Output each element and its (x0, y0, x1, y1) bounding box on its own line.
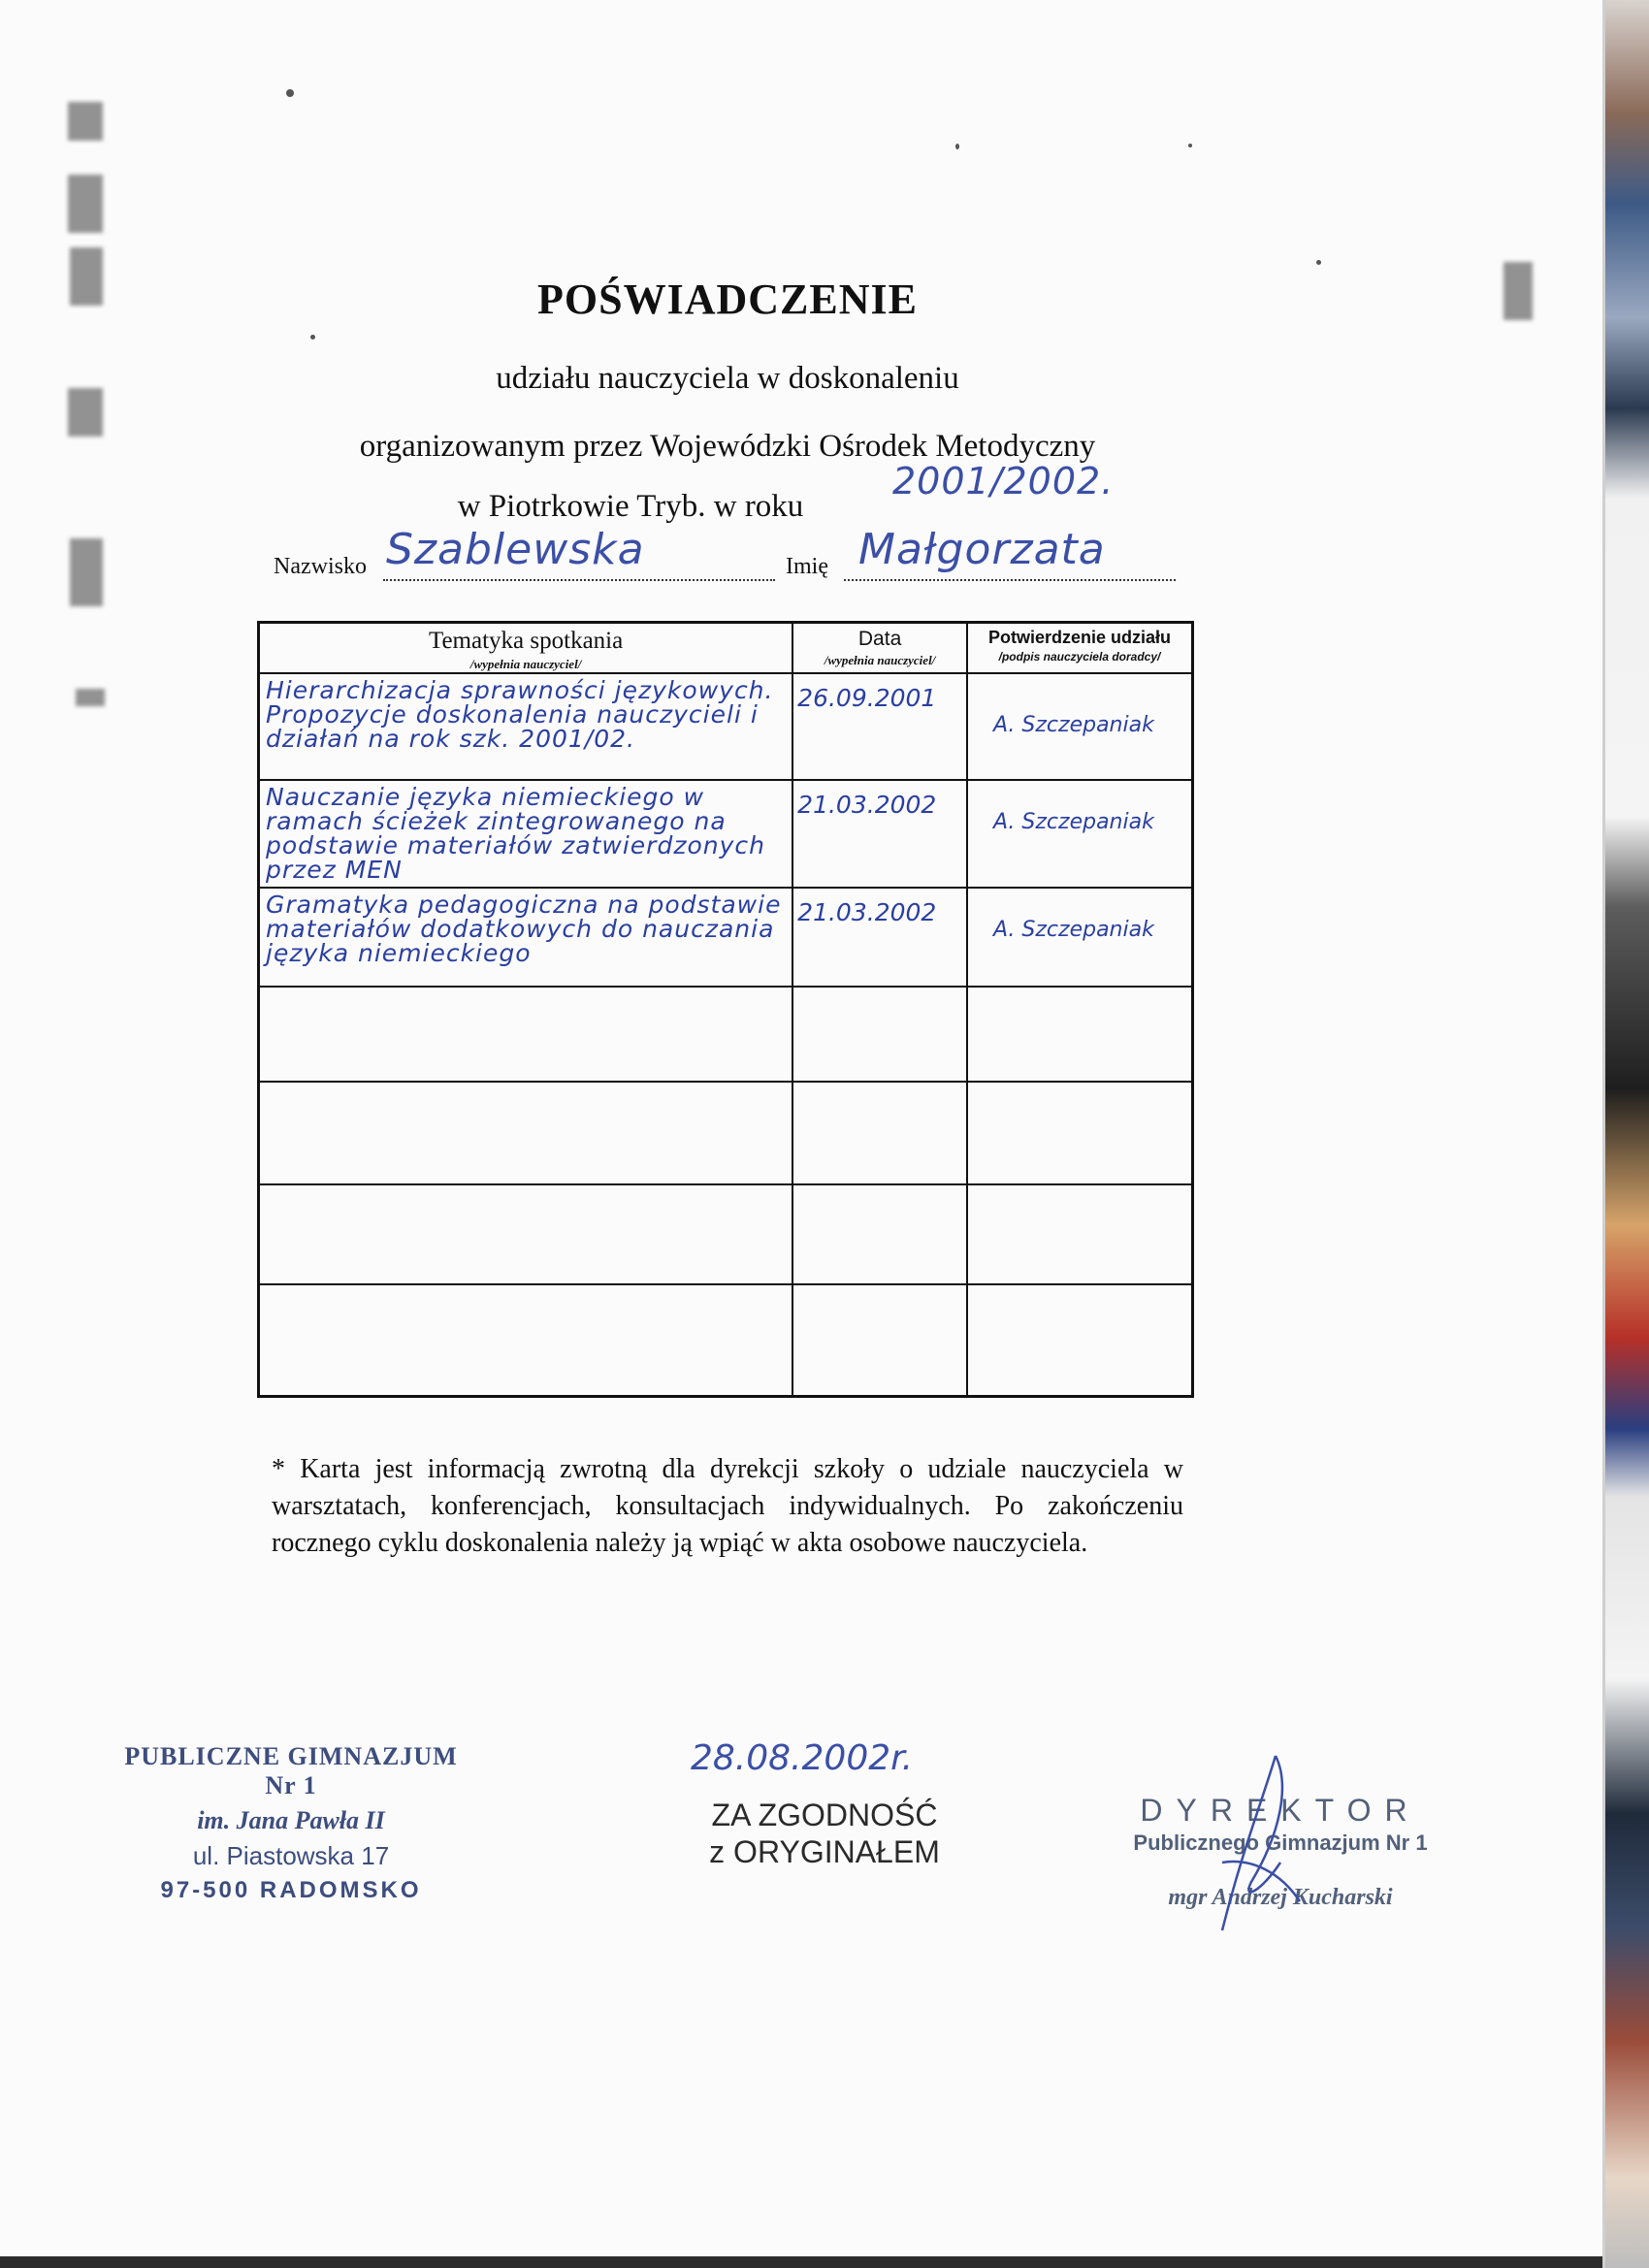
topic-cell[interactable] (259, 888, 793, 988)
topic-cell[interactable] (259, 987, 793, 1082)
signature-cell[interactable] (967, 1082, 1193, 1184)
header-date-label: Data (857, 628, 902, 650)
signature-cell[interactable] (967, 780, 1193, 888)
scan-smudge (76, 689, 105, 706)
table-row (259, 987, 1193, 1082)
date-cell[interactable] (792, 1184, 967, 1284)
date-text (793, 1083, 966, 1102)
topic-text (260, 1185, 792, 1193)
scan-smudge (1504, 262, 1533, 320)
topic-text: Gramatyka pedagogiczna na podstawie materiałów dodatkowych do nauczania języka niemieckiego (266, 890, 782, 967)
firstname-dotted-line (844, 579, 1176, 581)
header-confirmation (967, 623, 1193, 674)
director-stamp-line-1: DYREKTOR (1140, 1793, 1421, 1828)
certification-line-2: z ORYGINAŁEM (709, 1834, 940, 1869)
subtitle-line-2: organizowanym przez Wojewódzki Ośrodek Metodyczny (359, 429, 1096, 464)
director-stamp-line-3: mgr Andrzej Kucharski (1168, 1885, 1393, 1910)
table-row (259, 1284, 1193, 1396)
topic-text: Hierarchizacja sprawności językowych. Propozycje doskonalenia nauczycieli i działań na rok szk. 2001/02. (266, 676, 774, 754)
header-topic (259, 623, 793, 674)
header-confirmation-label: Potwierdzenie udziału (987, 628, 1171, 647)
director-stamp-line-2: Publicznego Gimnazjum Nr 1 (1133, 1831, 1428, 1855)
firstname-label: Imię (786, 554, 828, 579)
date-cell[interactable] (792, 888, 967, 988)
certification-line-1: ZA ZGODNOŚĆ (711, 1798, 938, 1832)
table-header-row (259, 623, 1193, 674)
topic-cell[interactable] (259, 1082, 793, 1184)
signature-cell[interactable] (967, 1284, 1193, 1396)
scan-edge-photo-strip (1602, 0, 1649, 2268)
scan-speck (1316, 260, 1321, 265)
training-table (257, 621, 1194, 1398)
scan-speck (955, 144, 959, 149)
topic-text (260, 988, 792, 995)
table-row (259, 780, 1193, 888)
school-stamp-line-2: im. Jana Pawła II (197, 1806, 385, 1834)
date-text: 26.09.2001 (797, 684, 937, 713)
scan-smudge (68, 102, 103, 141)
date-cell[interactable] (792, 1284, 967, 1396)
director-signature-icon (1183, 1746, 1339, 1940)
date-text: 21.03.2002 (797, 790, 937, 819)
topic-text (260, 1285, 792, 1293)
scan-speck (310, 335, 315, 340)
signature-text: A. Szczepaniak (992, 713, 1154, 738)
topic-cell[interactable] (259, 673, 793, 779)
scan-bottom-edge (0, 2256, 1602, 2268)
table-row (259, 888, 1193, 988)
signature-text: A. Szczepaniak (992, 917, 1154, 942)
header-date-note: /wypełnia nauczyciel/ (824, 653, 936, 667)
document-title: POŚWIADCZENIE (537, 275, 918, 323)
surname-label: Nazwisko (274, 554, 367, 579)
table-row (259, 1184, 1193, 1284)
header-date (792, 623, 967, 674)
topic-cell[interactable] (259, 1284, 793, 1396)
subtitle-line-1: udziału nauczyciela w doskonaleniu (496, 361, 959, 396)
year-handwritten: 2001/2002. (892, 460, 1115, 502)
signature-text: A. Szczepaniak (992, 809, 1154, 834)
table-row (259, 673, 1193, 779)
scan-speck (286, 89, 294, 97)
date-cell[interactable] (792, 1082, 967, 1184)
school-stamp-line-4: 97-500 RADOMSKO (160, 1877, 422, 1903)
topic-cell[interactable] (259, 1184, 793, 1284)
firstname-value[interactable]: Małgorzata (858, 525, 1106, 574)
subtitle-line-3: w Piotrkowie Tryb. w roku (457, 489, 804, 524)
school-stamp-line-1: PUBLICZNE GIMNAZJUM Nr 1 (124, 1742, 458, 1799)
header-topic-note: /wypełnia nauczyciel/ (469, 657, 582, 671)
header-confirmation-note: /podpis nauczyciela doradcy/ (998, 650, 1161, 664)
school-stamp-line-3: ul. Piastowska 17 (192, 1841, 390, 1870)
scan-edge-line (1602, 0, 1605, 2268)
table-row (259, 1082, 1193, 1184)
scan-smudge (68, 175, 103, 233)
surname-value[interactable]: Szablewska (386, 525, 645, 574)
date-cell[interactable] (792, 987, 967, 1082)
topic-cell[interactable] (259, 780, 793, 888)
date-cell[interactable] (792, 780, 967, 888)
signature-text (968, 1285, 1191, 1324)
date-text (793, 1185, 966, 1205)
signature-text (968, 1185, 1191, 1224)
certification-stamp (679, 1797, 970, 1870)
footnote-text: * Karta jest informacją zwrotną dla dyrekcji szkoły o udziale nauczyciela w warsztatach, konferencjach, konsultacjach indywidualnych. Po zakończeniu rocznego cyklu doskonalenia należy ją wpiąć w akta osobowe nauczyciela. (272, 1454, 1183, 1558)
signature-cell[interactable] (967, 987, 1193, 1082)
header-topic-label: Tematyka spotkania (428, 628, 624, 654)
scan-speck (1188, 144, 1192, 147)
school-stamp (107, 1742, 475, 1904)
date-text: 21.03.2002 (797, 897, 937, 926)
signature-text (968, 988, 1191, 1026)
signature-cell[interactable] (967, 673, 1193, 779)
date-text (793, 1285, 966, 1305)
signature-text (968, 1083, 1191, 1121)
signature-cell[interactable] (967, 888, 1193, 988)
surname-dotted-line (383, 579, 775, 581)
certification-date: 28.08.2002r. (691, 1738, 914, 1778)
topic-text (260, 1083, 792, 1090)
topic-text: Nauczanie języka niemieckiego w ramach ścieżek zintegrowanego na podstawie materiałów zatwierdzonych przez MEN (266, 782, 765, 884)
signature-cell[interactable] (967, 1184, 1193, 1284)
date-text (793, 988, 966, 1007)
date-cell[interactable] (792, 673, 967, 779)
scan-smudge (70, 538, 103, 606)
